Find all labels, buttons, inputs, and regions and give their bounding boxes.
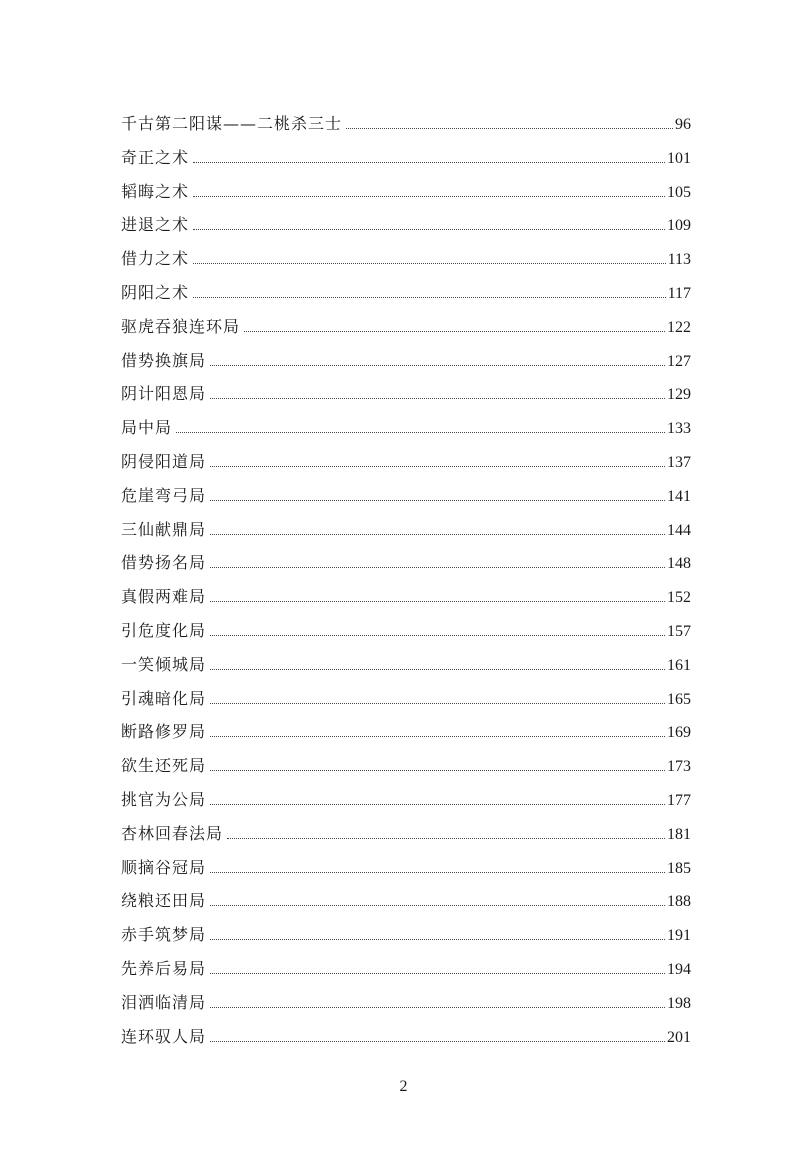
toc-entry-page: 181	[667, 825, 691, 843]
toc-entry-title: 先养后易局	[121, 958, 207, 978]
toc-entry[interactable]	[121, 788, 691, 822]
dot-leader	[210, 365, 665, 366]
dot-leader	[210, 1041, 665, 1042]
toc-entry-page: 113	[667, 251, 691, 269]
dot-leader	[210, 534, 665, 535]
toc-entry[interactable]	[121, 653, 691, 687]
toc-entry[interactable]	[121, 923, 691, 957]
toc-entry[interactable]	[121, 518, 691, 552]
dot-leader	[210, 872, 665, 873]
toc-entry-page: 144	[667, 521, 691, 539]
toc-entry-page: 133	[667, 420, 691, 438]
toc-entry[interactable]	[121, 1025, 691, 1059]
toc-entry-page: 122	[667, 318, 691, 336]
toc-entry-title: 借势换旗局	[121, 350, 207, 370]
toc-entry-page: 105	[667, 183, 691, 201]
toc-entry-title: 引危度化局	[121, 620, 207, 640]
toc-entry-title: 杏林回春法局	[121, 823, 224, 843]
dot-leader	[210, 770, 665, 771]
toc-entry-page: 109	[667, 217, 691, 235]
toc-entry[interactable]	[121, 720, 691, 754]
dot-leader	[210, 601, 665, 602]
toc-entry-page: 173	[667, 758, 691, 776]
toc-entry-page: 198	[667, 994, 691, 1012]
toc-entry-title: 局中局	[121, 418, 173, 438]
dot-leader	[210, 635, 665, 636]
dot-leader	[210, 939, 665, 940]
toc-entry[interactable]	[121, 856, 691, 890]
dot-leader	[193, 162, 665, 163]
toc-entry-title: 驱虎吞狼连环局	[121, 316, 241, 336]
dot-leader	[193, 229, 665, 230]
toc-entry[interactable]	[121, 687, 691, 721]
toc-entry-title: 三仙献鼎局	[121, 519, 207, 539]
toc-entry-title: 借力之术	[121, 249, 190, 269]
dot-leader	[210, 1007, 665, 1008]
dot-leader	[210, 398, 665, 399]
dot-leader	[210, 567, 665, 568]
toc-entry-title: 连环驭人局	[121, 1026, 207, 1046]
toc-entry[interactable]	[121, 382, 691, 416]
toc-entry-title: 真假两难局	[121, 587, 207, 607]
dot-leader	[210, 500, 665, 501]
toc-entry-title: 借势扬名局	[121, 553, 207, 573]
toc-entry[interactable]	[121, 180, 691, 214]
page-number: 2	[399, 1078, 408, 1095]
dot-leader	[346, 128, 673, 129]
toc-entry-title: 断路修罗局	[121, 722, 207, 742]
dot-leader	[210, 703, 665, 704]
toc-entry-title: 顺摘谷冠局	[121, 857, 207, 877]
dot-leader	[227, 838, 665, 839]
toc-entry-page: 148	[667, 555, 691, 573]
dot-leader	[210, 466, 665, 467]
toc-entry-title: 欲生还死局	[121, 756, 207, 776]
toc-entry[interactable]	[121, 247, 691, 281]
toc-entry-page: 185	[667, 859, 691, 877]
toc-entry[interactable]	[121, 416, 691, 450]
toc-entry[interactable]	[121, 957, 691, 991]
toc-entry[interactable]	[121, 991, 691, 1025]
toc-entry-title: 一笑倾城局	[121, 654, 207, 674]
toc-entry-title: 绕粮还田局	[121, 891, 207, 911]
toc-entry[interactable]	[121, 551, 691, 585]
toc-entry-page: 161	[667, 656, 691, 674]
toc-entry-page: 137	[667, 453, 691, 471]
toc-entry-page: 194	[667, 960, 691, 978]
toc-entry-page: 117	[667, 284, 691, 302]
dot-leader	[210, 669, 665, 670]
dot-leader	[210, 736, 665, 737]
toc-entry[interactable]	[121, 349, 691, 383]
toc-entry-page: 191	[667, 927, 691, 945]
toc-entry-title: 阴侵阳道局	[121, 451, 207, 471]
toc-entry[interactable]	[121, 315, 691, 349]
toc-entry[interactable]	[121, 213, 691, 247]
dot-leader	[210, 905, 665, 906]
toc-entry-page: 141	[667, 487, 691, 505]
toc-entry-title: 危崖弯弓局	[121, 485, 207, 505]
toc-entry[interactable]	[121, 754, 691, 788]
toc-entry-page: 101	[667, 149, 691, 167]
toc-entry[interactable]	[121, 619, 691, 653]
toc-entry-page: 169	[667, 724, 691, 742]
toc-entry[interactable]	[121, 822, 691, 856]
table-of-contents	[121, 112, 691, 1058]
toc-entry-page: 157	[667, 622, 691, 640]
toc-entry-title: 阴阳之术	[121, 282, 190, 302]
toc-entry[interactable]	[121, 146, 691, 180]
toc-entry-page: 152	[667, 589, 691, 607]
toc-entry-title: 阴计阳恩局	[121, 384, 207, 404]
toc-entry-title: 挑官为公局	[121, 789, 207, 809]
toc-entry-page: 165	[667, 690, 691, 708]
dot-leader	[210, 973, 665, 974]
toc-entry[interactable]	[121, 112, 691, 146]
toc-entry[interactable]	[121, 281, 691, 315]
toc-entry-title: 赤手筑梦局	[121, 925, 207, 945]
toc-entry[interactable]	[121, 889, 691, 923]
toc-entry-title: 泪洒临清局	[121, 992, 207, 1012]
toc-entry-page: 129	[667, 386, 691, 404]
dot-leader	[244, 331, 665, 332]
dot-leader	[193, 297, 666, 298]
dot-leader	[193, 263, 666, 264]
dot-leader	[210, 804, 665, 805]
toc-entry-page: 201	[667, 1028, 691, 1046]
toc-entry-title: 千古第二阳谋——二桃杀三士	[121, 114, 343, 133]
toc-entry-page: 96	[675, 116, 691, 133]
toc-entry-page: 127	[667, 352, 691, 370]
toc-entry-title: 韬晦之术	[121, 181, 190, 201]
toc-entry-title: 引魂暗化局	[121, 688, 207, 708]
toc-entry-page: 177	[667, 791, 691, 809]
dot-leader	[193, 196, 665, 197]
toc-entry-title: 进退之术	[121, 215, 190, 235]
toc-entry[interactable]	[121, 450, 691, 484]
toc-entry[interactable]	[121, 585, 691, 619]
toc-entry-title: 奇正之术	[121, 147, 190, 167]
toc-entry[interactable]	[121, 484, 691, 518]
dot-leader	[176, 432, 665, 433]
toc-entry-page: 188	[667, 893, 691, 911]
